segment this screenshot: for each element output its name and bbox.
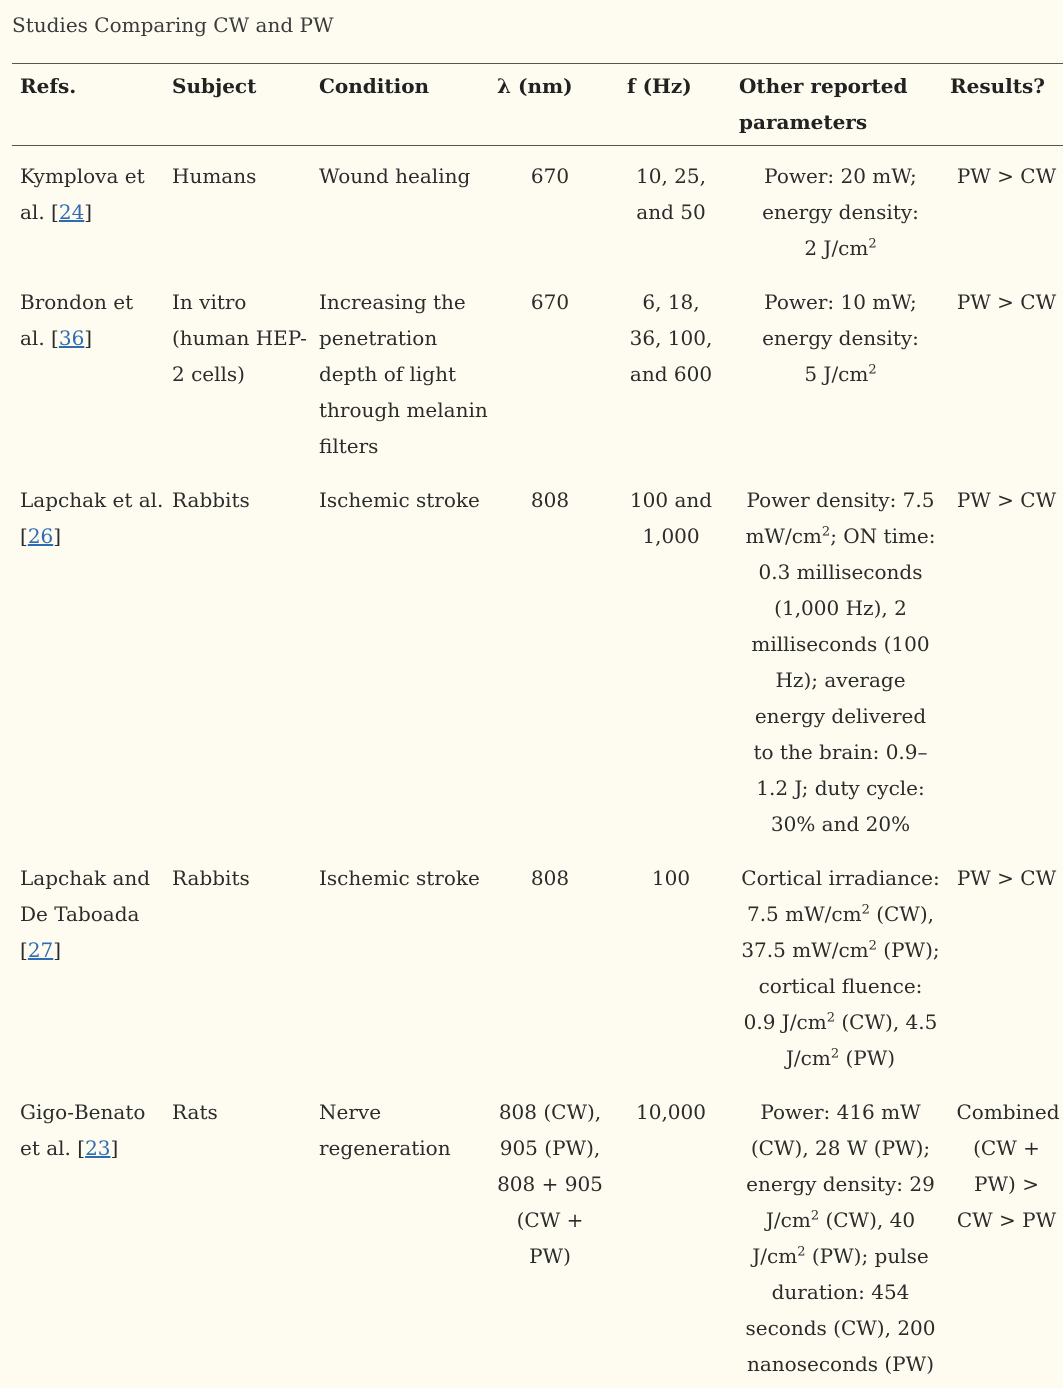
condition-cell: Ischemic stroke xyxy=(319,488,480,512)
header-results: Results? xyxy=(950,74,1045,98)
ref-link[interactable]: 36 xyxy=(58,326,85,350)
table-caption: Studies Comparing CW and PW xyxy=(12,13,334,37)
header-freq-text: f (Hz) xyxy=(627,74,692,98)
results-cell: PW > CW xyxy=(956,290,1057,314)
table-row xyxy=(12,848,1063,1082)
header-lambda: λ (nm) xyxy=(497,74,573,98)
freq-cell: 6, 18, 36, 100, and 600 xyxy=(629,290,713,386)
results-cell: PW > CW xyxy=(956,866,1057,890)
header-refs: Refs. xyxy=(20,74,77,98)
subject-cell: Humans xyxy=(172,164,257,188)
header-condition: Condition xyxy=(319,74,430,98)
subject-cell: In vitro (human HEP-2 cells) xyxy=(172,290,307,386)
ref-link[interactable]: 27 xyxy=(27,938,54,962)
results-cell: PW > CW xyxy=(956,488,1057,512)
table-row xyxy=(12,272,1063,470)
ref-cell: Lapchak et al. [26] xyxy=(20,488,164,548)
other-cell: Cortical irradiance: 7.5 $mW/cm^2$ (CW), 37.5 $mW/cm^2$ (PW); cortical fluence: 0.9 $J/cm^2$ (CW), 4.5 $J/cm^2$ (PW) xyxy=(741,866,940,1070)
subject-cell: Rabbits xyxy=(172,866,250,890)
other-cell: Power: 20 mW; energy density: 2 $J/cm^2$ xyxy=(762,164,919,260)
lambda-cell: 808 xyxy=(530,488,570,512)
ref-link[interactable]: 26 xyxy=(27,524,54,548)
studies-table xyxy=(12,63,1063,1388)
table-row xyxy=(12,1082,1063,1388)
lambda-cell: 670 xyxy=(530,164,570,188)
ref-cell: Gigo-Benato et al. [23] xyxy=(20,1100,146,1160)
condition-cell: Increasing the penetration depth of light through melanin filters xyxy=(319,290,488,458)
lambda-cell: 808 xyxy=(530,866,570,890)
lambda-cell: 670 xyxy=(530,290,570,314)
table-row xyxy=(12,146,1063,273)
header-freq xyxy=(603,64,731,146)
condition-cell: Ischemic stroke xyxy=(319,866,480,890)
ref-cell: Kymplova et al. [24] xyxy=(20,164,145,224)
table-row xyxy=(12,470,1063,848)
condition-cell: Nerve regeneration xyxy=(319,1100,451,1160)
other-cell: Power: 416 mW (CW), 28 W (PW); energy density: 29 $J/cm^2$ (CW), 40 $J/cm^2$ (PW); pulse duration: 454 seconds (CW), 200 nanoseconds (PW) xyxy=(745,1100,936,1376)
results-cell: PW > CW xyxy=(956,164,1057,188)
freq-cell: 100 xyxy=(651,866,691,890)
freq-cell: 100 and 1,000 xyxy=(629,488,713,548)
subject-cell: Rats xyxy=(172,1100,218,1124)
results-cell: Combined (CW + PW) > CW > PW xyxy=(956,1100,1060,1232)
lambda-cell: 808 (CW), 905 (PW), 808 + 905 (CW + PW) xyxy=(497,1100,603,1268)
ref-cell: Lapchak and De Taboada [27] xyxy=(20,866,151,962)
header-subject: Subject xyxy=(172,74,257,98)
subject-cell: Rabbits xyxy=(172,488,250,512)
header-other: Other reported parameters xyxy=(739,74,908,134)
ref-link[interactable]: 24 xyxy=(58,200,85,224)
ref-link[interactable]: 23 xyxy=(85,1136,111,1160)
freq-cell: 10, 25, and 50 xyxy=(636,164,706,224)
header-row xyxy=(12,64,1063,146)
condition-cell: Wound healing xyxy=(319,164,471,188)
other-cell: Power density: 7.5 $mW/cm^2$; ON time: 0.3 milliseconds (1,000 Hz), 2 milliseconds (100 Hz); average energy delivered to the brain: 0.9–1.2 J; duty cycle: 30% and 20% xyxy=(745,488,936,836)
other-cell: Power: 10 mW; energy density: 5 $J/cm^2$ xyxy=(762,290,919,386)
ref-cell: Brondon et al. [36] xyxy=(20,290,134,350)
freq-cell: 10,000 xyxy=(636,1100,706,1124)
